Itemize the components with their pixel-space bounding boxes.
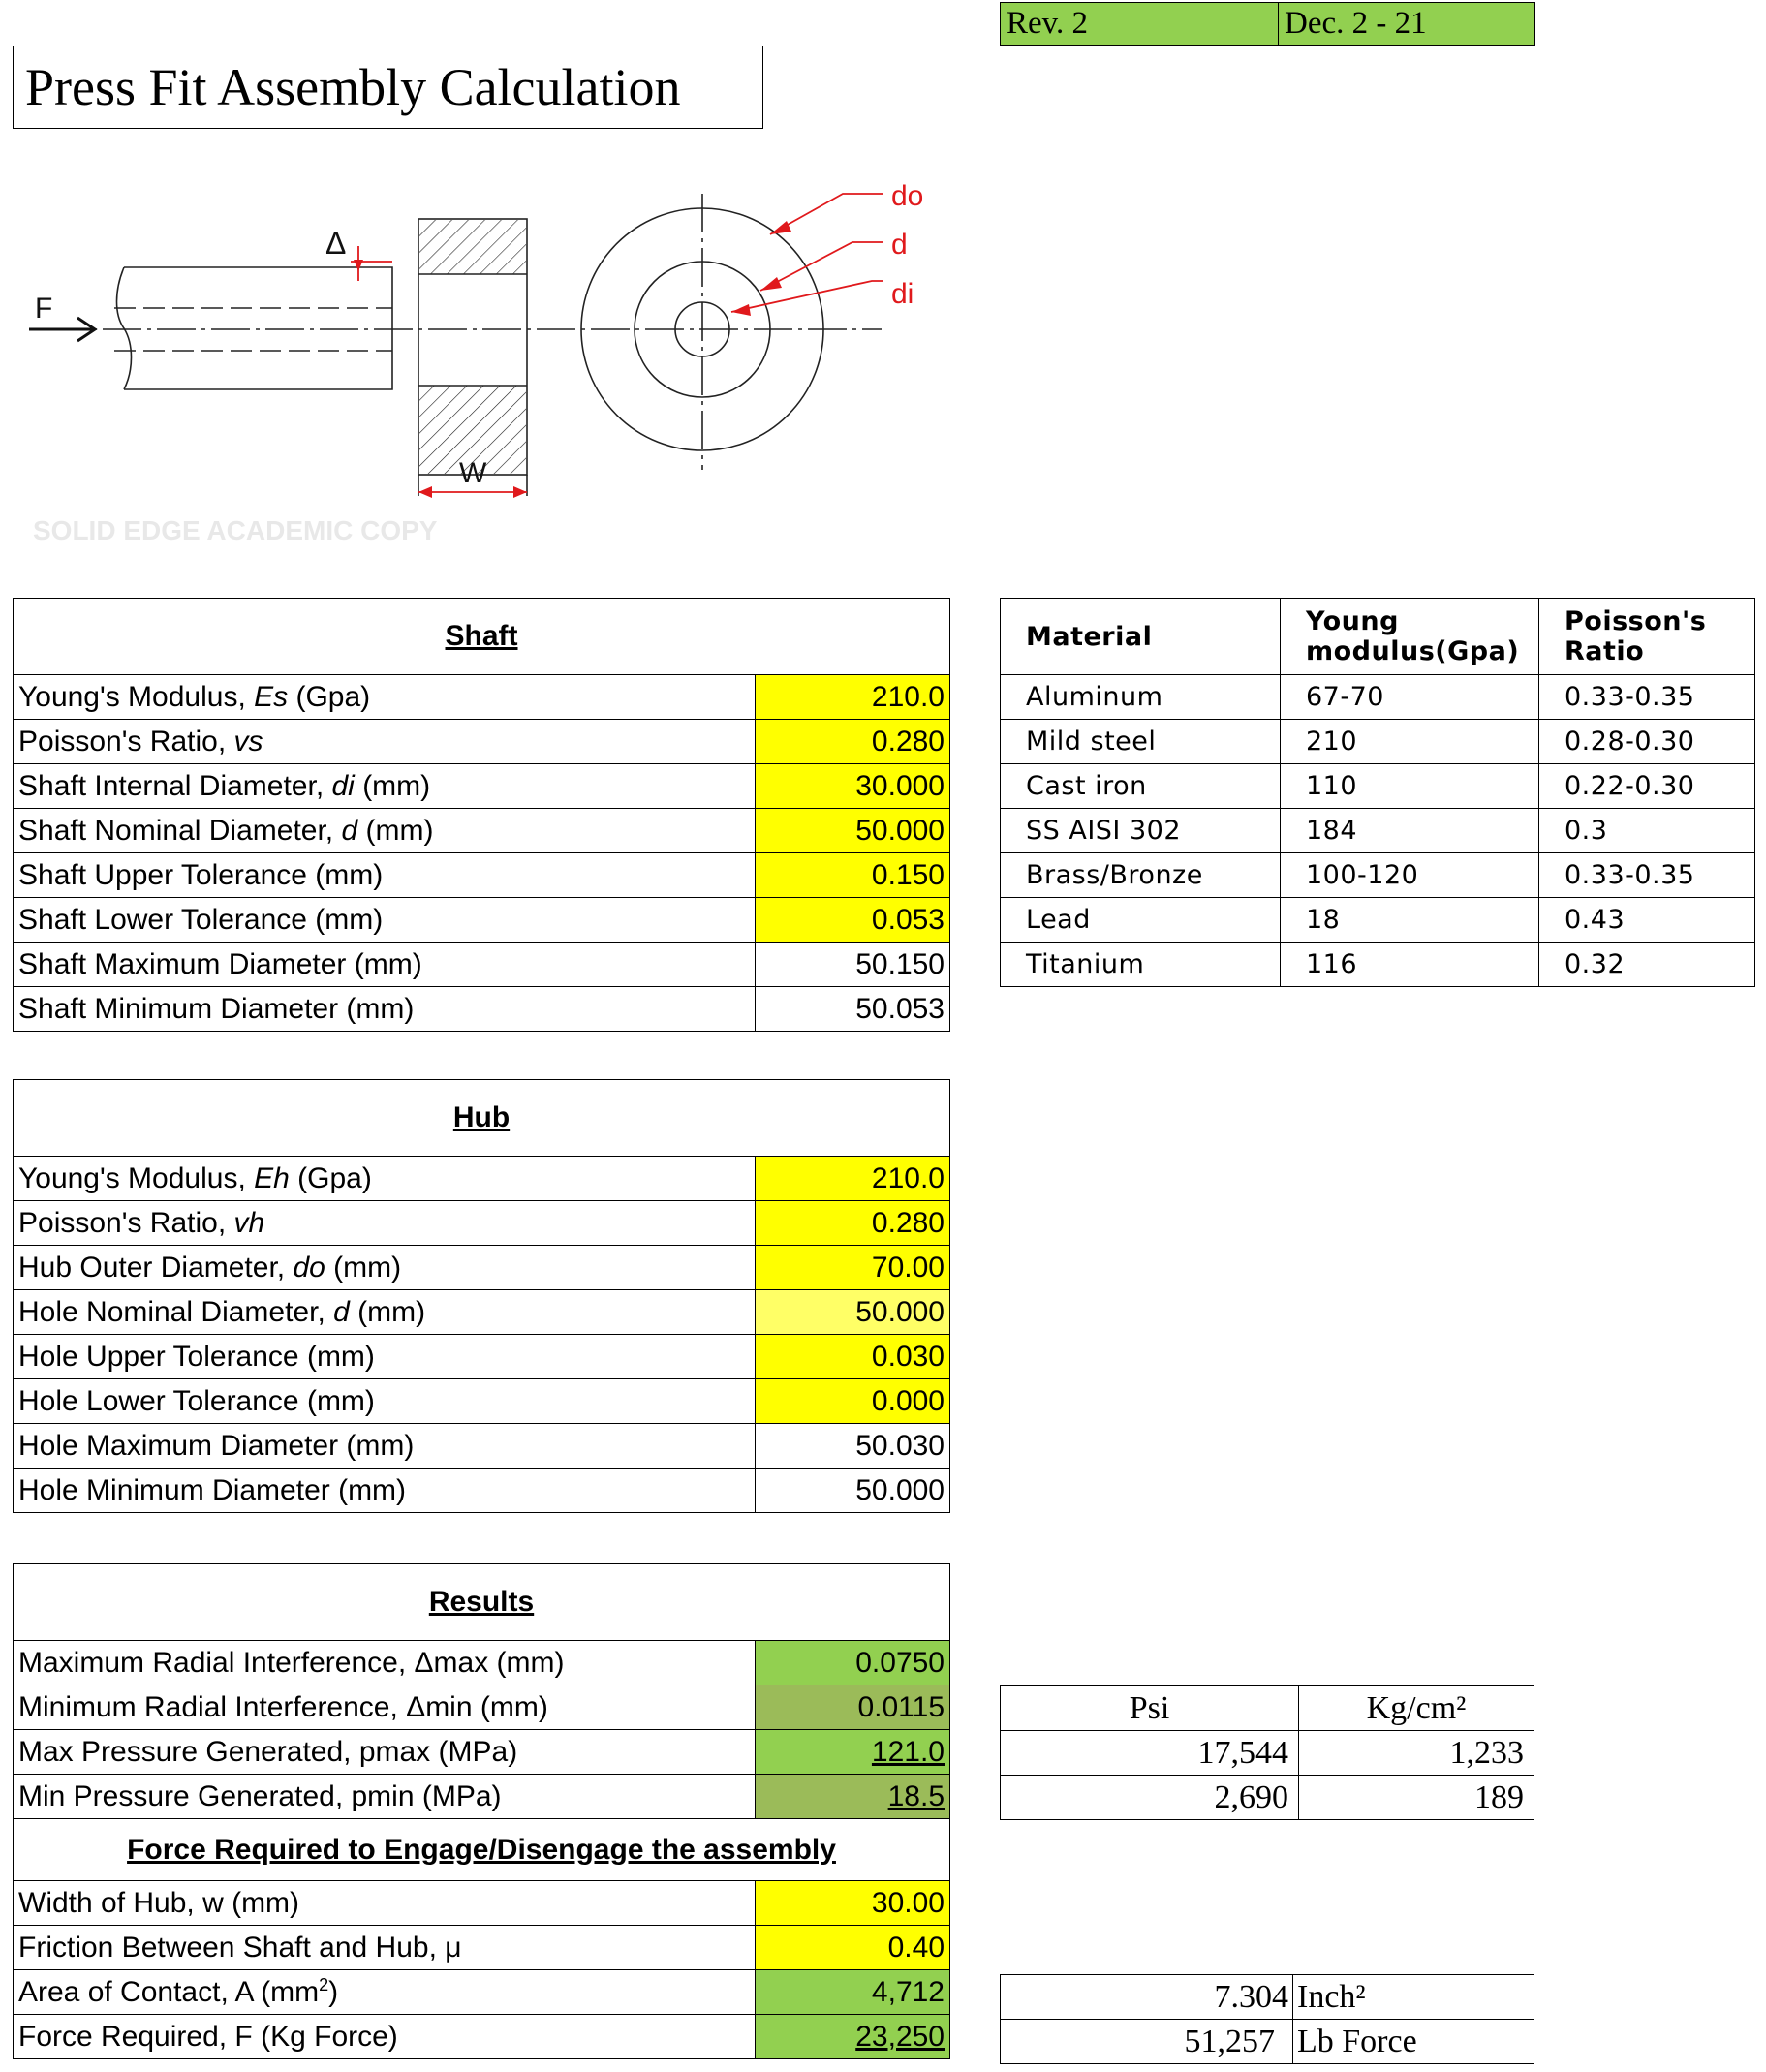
width-label: W	[459, 457, 487, 489]
input-cell[interactable]: 0.280	[756, 720, 950, 764]
input-cell[interactable]: 210.0	[756, 1157, 950, 1201]
table-row	[14, 720, 950, 764]
press-fit-diagram	[0, 145, 969, 552]
table-row	[14, 1730, 950, 1775]
row-label: Shaft Minimum Diameter (mm)	[14, 987, 756, 1032]
table-row	[14, 1685, 950, 1730]
table-row: 2,690 189	[1001, 1776, 1534, 1820]
watermark: SOLID EDGE ACADEMIC COPY	[33, 515, 438, 545]
row-label: Young's Modulus, Eh (Gpa)	[14, 1157, 756, 1201]
row-label: Width of Hub, w (mm)	[14, 1881, 756, 1926]
do-label: do	[891, 180, 924, 212]
input-cell[interactable]: 0.053	[756, 898, 950, 943]
computed-cell[interactable]: 50.053	[756, 987, 950, 1032]
row-label: Hole Maximum Diameter (mm)	[14, 1424, 756, 1469]
col-header: Poisson's Ratio	[1539, 599, 1755, 675]
row-label: Maximum Radial Interference, Δmax (mm)	[14, 1641, 756, 1685]
result-cell[interactable]: 0.0115	[756, 1685, 950, 1730]
table-row: 7.304 Inch²	[1001, 1975, 1534, 2020]
row-label: Friction Between Shaft and Hub, μ	[14, 1926, 756, 1970]
results-header: Results	[14, 1564, 950, 1641]
table-row	[14, 1157, 950, 1201]
table-row	[14, 1246, 950, 1290]
pressure-conversion-table	[1000, 1685, 1534, 1820]
computed-cell[interactable]: 50.150	[756, 943, 950, 987]
results-table	[13, 1563, 950, 2059]
result-cell[interactable]: 18.5	[756, 1775, 950, 1819]
table-row	[14, 1926, 950, 1970]
page-title: Press Fit Assembly Calculation	[13, 46, 763, 129]
row-label: Shaft Maximum Diameter (mm)	[14, 943, 756, 987]
shaft-table	[13, 598, 950, 1032]
table-row: 51,257 Lb Force	[1001, 2020, 1534, 2064]
table-row: Cast iron 110 0.22-0.30	[1001, 764, 1755, 809]
table-row	[14, 943, 950, 987]
table-row	[14, 1881, 950, 1926]
table-row: Brass/Bronze 100-120 0.33-0.35	[1001, 853, 1755, 898]
table-row	[14, 1290, 950, 1335]
row-label: Minimum Radial Interference, Δmin (mm)	[14, 1685, 756, 1730]
table-row	[14, 1201, 950, 1246]
d-label: d	[891, 229, 908, 261]
force-header: Force Required to Engage/Disengage the assembly	[14, 1819, 950, 1881]
result-cell[interactable]: 0.0750	[756, 1641, 950, 1685]
input-cell[interactable]: 30.00	[756, 1881, 950, 1926]
table-row	[14, 987, 950, 1032]
result-cell[interactable]: 23,250	[756, 2015, 950, 2059]
input-cell[interactable]: 0.030	[756, 1335, 950, 1379]
input-cell[interactable]: 70.00	[756, 1246, 950, 1290]
row-label: Shaft Upper Tolerance (mm)	[14, 853, 756, 898]
table-row	[14, 1469, 950, 1513]
computed-cell[interactable]: 50.030	[756, 1424, 950, 1469]
shaft-header: Shaft	[14, 599, 950, 675]
force-conversion-table	[1000, 1974, 1534, 2064]
row-label: Max Pressure Generated, pmax (MPa)	[14, 1730, 756, 1775]
delta-label: Δ	[325, 226, 347, 261]
input-cell[interactable]: 0.40	[756, 1926, 950, 1970]
table-row: Aluminum 67-70 0.33-0.35	[1001, 675, 1755, 720]
table-row: SS AISI 302 184 0.3	[1001, 809, 1755, 853]
hub-header: Hub	[14, 1080, 950, 1157]
table-row	[14, 809, 950, 853]
table-row	[14, 853, 950, 898]
row-label: Hub Outer Diameter, do (mm)	[14, 1246, 756, 1290]
row-label: Min Pressure Generated, pmin (MPa)	[14, 1775, 756, 1819]
col-header: Psi	[1001, 1686, 1299, 1731]
table-row	[14, 898, 950, 943]
table-row: Mild steel 210 0.28-0.30	[1001, 720, 1755, 764]
table-row	[14, 675, 950, 720]
input-cell[interactable]: 50.000	[756, 809, 950, 853]
table-row	[14, 2015, 950, 2059]
computed-cell[interactable]: 50.000	[756, 1469, 950, 1513]
materials-table	[1000, 598, 1755, 987]
input-cell[interactable]: 30.000	[756, 764, 950, 809]
table-row: Titanium 116 0.32	[1001, 943, 1755, 987]
table-row	[14, 1641, 950, 1685]
row-label: Young's Modulus, Es (Gpa)	[14, 675, 756, 720]
row-label: Force Required, F (Kg Force)	[14, 2015, 756, 2059]
table-row	[14, 1424, 950, 1469]
input-cell[interactable]: 0.000	[756, 1379, 950, 1424]
revision-number: Rev. 2	[1000, 2, 1280, 46]
di-label: di	[891, 278, 914, 310]
col-header: Material	[1001, 599, 1281, 675]
row-label: Poisson's Ratio, vs	[14, 720, 756, 764]
col-header: Kg/cm²	[1299, 1686, 1534, 1731]
row-label: Area of Contact, A $(mm^2)$	[14, 1970, 756, 2015]
force-label: F	[35, 293, 53, 325]
table-row: Lead 18 0.43	[1001, 898, 1755, 943]
row-label: Hole Lower Tolerance (mm)	[14, 1379, 756, 1424]
table-row	[14, 764, 950, 809]
revision-date: Dec. 2 - 21	[1278, 2, 1535, 46]
input-cell[interactable]: 210.0	[756, 675, 950, 720]
hub-table	[13, 1079, 950, 1513]
row-label: Poisson's Ratio, vh	[14, 1201, 756, 1246]
row-label: Hole Minimum Diameter (mm)	[14, 1469, 756, 1513]
row-label: Shaft Lower Tolerance (mm)	[14, 898, 756, 943]
input-cell[interactable]: 50.000	[756, 1290, 950, 1335]
result-cell[interactable]: 121.0	[756, 1730, 950, 1775]
table-row: 17,544 1,233	[1001, 1731, 1534, 1776]
table-row	[14, 1335, 950, 1379]
row-label: Shaft Nominal Diameter, d (mm)	[14, 809, 756, 853]
input-cell[interactable]: 0.280	[756, 1201, 950, 1246]
row-label: Hole Upper Tolerance (mm)	[14, 1335, 756, 1379]
input-cell[interactable]: 0.150	[756, 853, 950, 898]
col-header: Young modulus(Gpa)	[1281, 599, 1539, 675]
table-row	[14, 1970, 950, 2015]
row-label: Shaft Internal Diameter, di (mm)	[14, 764, 756, 809]
row-label: Hole Nominal Diameter, d (mm)	[14, 1290, 756, 1335]
table-row	[14, 1379, 950, 1424]
table-row	[14, 1775, 950, 1819]
result-cell[interactable]: 4,712	[756, 1970, 950, 2015]
